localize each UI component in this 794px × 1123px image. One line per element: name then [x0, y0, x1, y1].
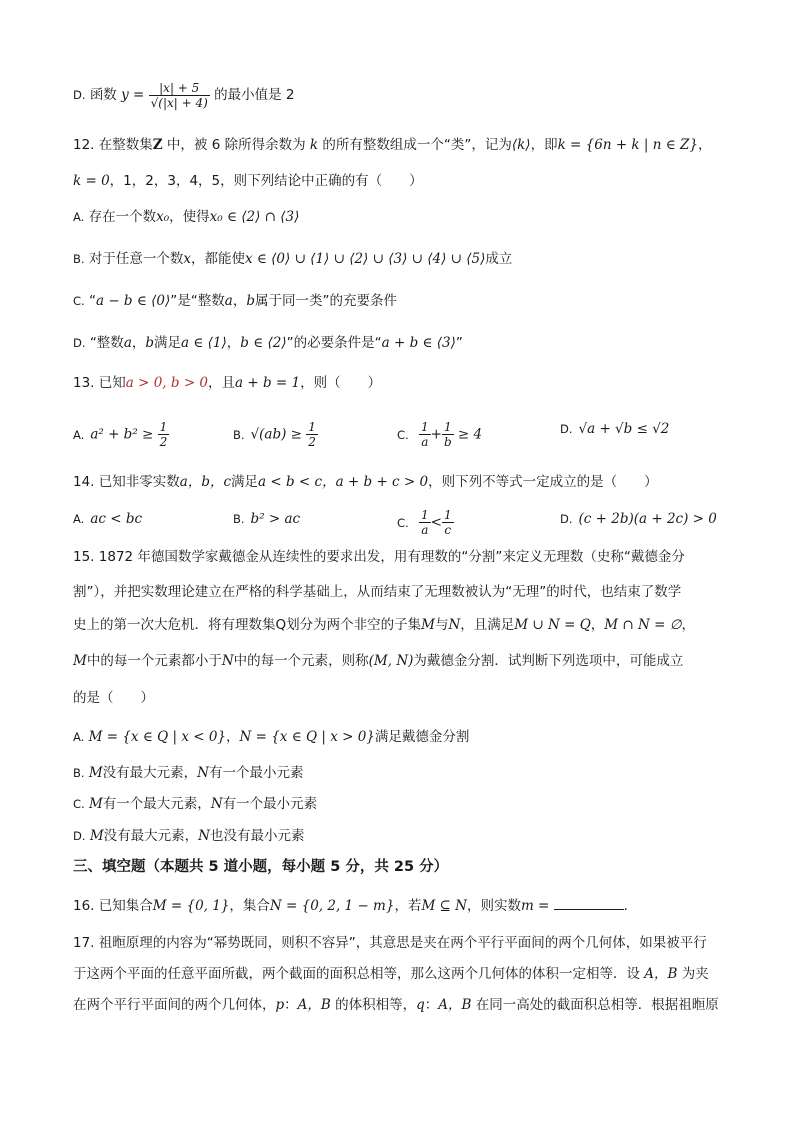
q14-option-c: C. $\frac{1}{a}$ < $\frac{1}{c}$: [397, 508, 452, 537]
q12-option-d: D. “整数a，b满足a ∈ ⟨1⟩，b ∈ ⟨2⟩”的必要条件是“a + b ∈ ⟨3⟩”: [73, 335, 463, 351]
answer-blank[interactable]: [554, 895, 624, 910]
q15-line2: 割”），并把实数理论建立在严格的科学基础上，从而结束了无理数被认为“无理”的时代，也结束了数学: [73, 584, 682, 600]
q12-option-b: B. 对于任意一个数x，都能使x ∈ ⟨0⟩ ∪ ⟨1⟩ ∪ ⟨2⟩ ∪ ⟨3⟩ ∪ ⟨4⟩ ∪ ⟨5⟩成立: [73, 251, 513, 267]
q13-option-c: C. $\frac{1}{a}$ + $\frac{1}{b}$ ≥ 4: [397, 420, 483, 449]
q13-option-a: A. a² + b² ≥ $\frac{1}{2}$: [73, 420, 168, 449]
q11-option-d: D. 函数 y = $\frac{|x| + 5}{√(|x| + 4)}$ 的最小值是 2: [73, 80, 295, 110]
q15-option-c: C. M有一个最大元素，N有一个最小元素: [73, 796, 318, 812]
q14-option-d: D. (c + 2b)(a + 2c) > 0: [560, 511, 717, 527]
q17-line2: 于这两个平面的任意平面所截，两个截面的面积总相等，那么这两个几何体的体积一定相等．设 A，B 为夹: [73, 966, 709, 982]
function-fraction: $\frac{|x| + 5}{√(|x| + 4)}$: [150, 80, 208, 110]
q13-options: [73, 420, 733, 454]
q15-line1: 15. 1872 年德国数学家戴德金从连续性的要求出发，用有理数的“分割”来定义无理数（史称“戴德金分: [73, 549, 685, 565]
q14-options: [73, 508, 733, 542]
q12-option-a: A. 存在一个数x₀，使得x₀ ∈ ⟨2⟩ ∩ ⟨3⟩: [73, 209, 300, 225]
q14-option-a: A. ac < bc: [73, 511, 143, 527]
q13-option-d: D. √a + √b ≤ √2: [560, 421, 670, 437]
q15-line4: M中的每一个元素都小于N中的每一个元素，则称(M, N)为戴德金分割．试判断下列选项中，可能成立: [73, 653, 684, 669]
q17-line3: 在两个平行平面间的两个几何体，p：A，B 的体积相等，q：A，B 在同一高处的截面积总相等．根据祖暅原: [73, 997, 719, 1013]
option-label: D.: [73, 88, 86, 102]
q12-option-c: C. “a − b ∈ ⟨0⟩”是“整数a，b属于同一类”的充要条件: [73, 293, 397, 309]
q12-stem-line1: 12. 在整数集Z 中，被 6 除所得余数为 k 的所有整数组成一个“类”，记为⟨k⟩，即k = {6n + k | n ∈ Z}，: [73, 137, 712, 153]
q15-option-d: D. M没有最大元素，N也没有最小元素: [73, 828, 305, 844]
q16: 16. 已知集合M = {0, 1}，集合N = {0, 2, 1 − m}，若M ⊆ N，则实数m = ．: [73, 895, 637, 915]
q17-line1: 17. 祖暅原理的内容为“幂势既同，则积不容异”，其意思是夹在两个平行平面间的两个几何体，如果被平行: [73, 935, 707, 951]
q15-line3: 史上的第一次大危机．将有理数集Q划分为两个非空的子集M与N，且满足M ∪ N = Q，M ∩ N = ∅，: [73, 617, 695, 633]
q13-option-b: B. √(ab) ≥ $\frac{1}{2}$: [233, 420, 316, 449]
q13-stem: 13. 已知a > 0, b > 0，且a + b = 1，则（ ）: [73, 375, 382, 391]
section-title: 三、填空题（本题共 5 道小题，每小题 5 分，共 25 分）: [73, 859, 449, 875]
q12-stem-line2: k = 0，1，2，3，4，5，则下列结论中正确的有（ ）: [73, 173, 423, 189]
q15-line5: 的是（ ）: [73, 690, 154, 706]
q14-stem: 14. 已知非零实数a，b，c满足a < b < c，a + b + c > 0，则下列不等式一定成立的是（ ）: [73, 474, 658, 490]
q15-option-b: B. M没有最大元素，N有一个最小元素: [73, 765, 304, 781]
q15-option-a: A. M = {x ∈ Q | x < 0}，N = {x ∈ Q | x > 0}满足戴德金分割: [73, 729, 470, 745]
q14-option-b: B. b² > ac: [233, 511, 301, 527]
